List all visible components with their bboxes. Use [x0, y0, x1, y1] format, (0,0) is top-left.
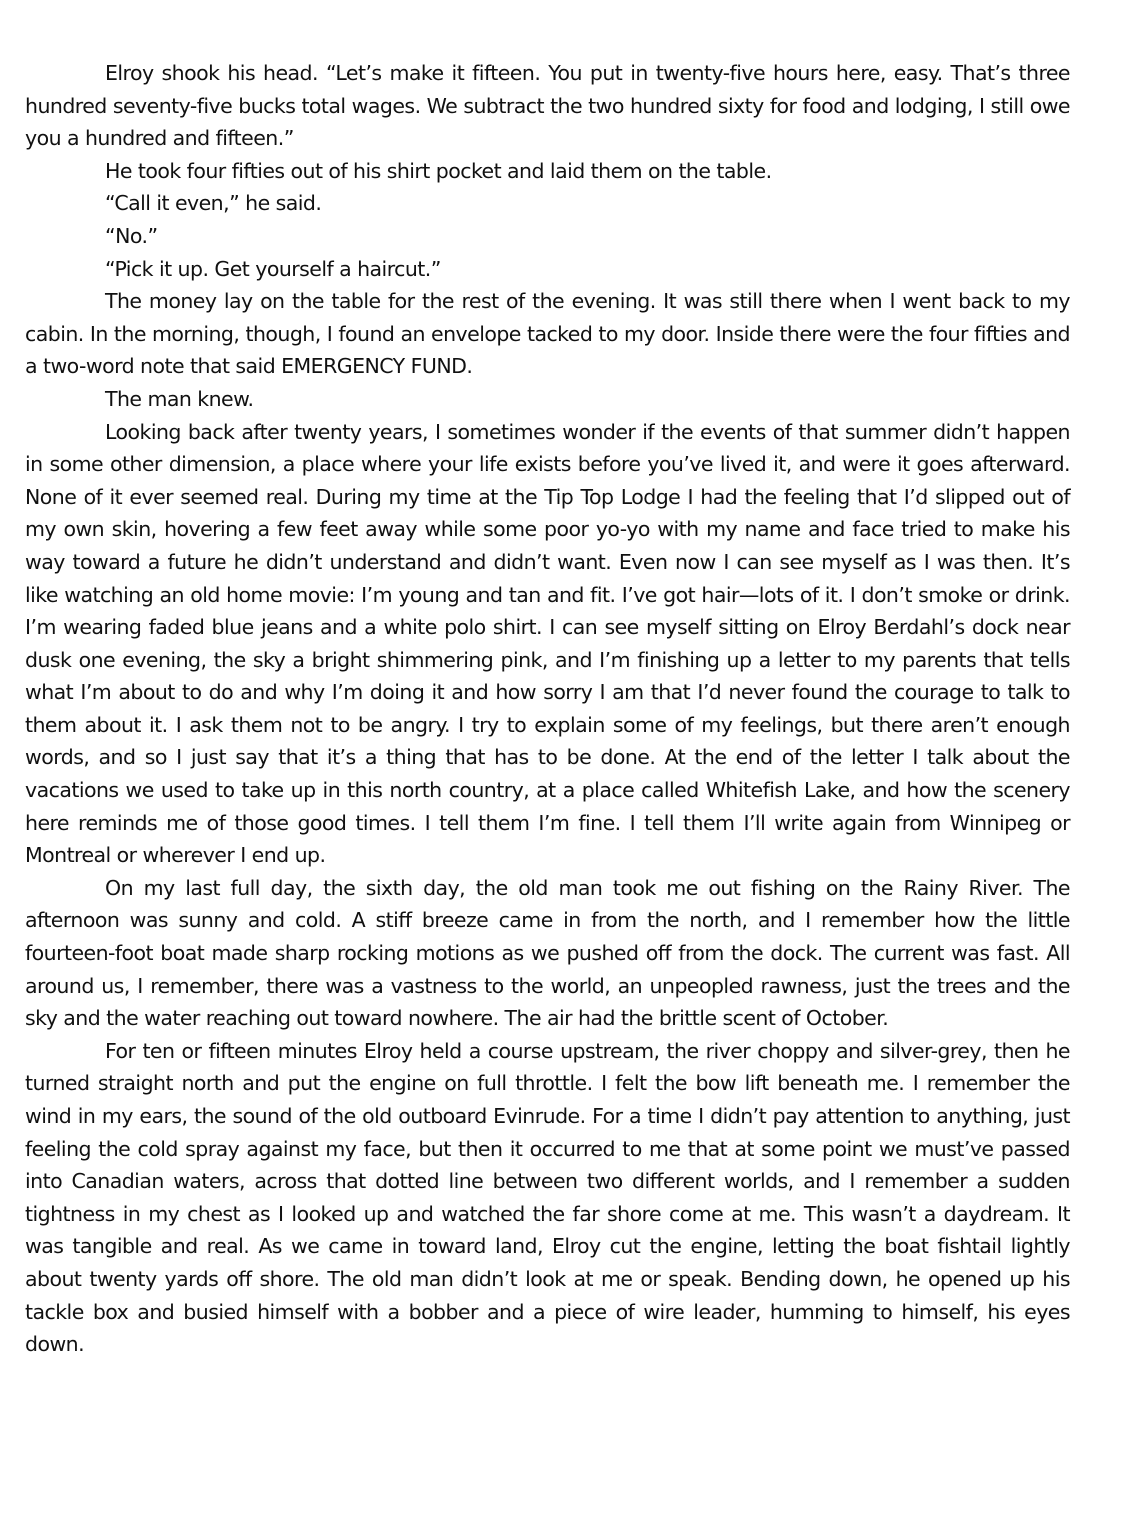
paragraph: He took four fifties out of his shirt pocket and laid them on the table.: [105, 158, 772, 183]
paragraph: The money lay on the table for the rest of the evening. It was still there when I went back to my cabin. In the morning, though, I found an envelope tacked to my door. Inside there were the four fifties and a two-word note that said EMERGENCY FUND.: [25, 289, 1070, 379]
paragraph: “No.”: [105, 223, 158, 248]
paragraph: The man knew.: [105, 386, 254, 411]
paragraph: Looking back after twenty years, I sometimes wonder if the events of that summer didn’t happen in some other dimension, a place where your life exists before you’ve lived it, and were it goes afterward. None of it ever seemed real. During my time at the Tip Top Lodge I had the feeling that I’d slipped out of my own skin, hovering a few feet away while some poor yo-yo with my name and face tried to make his way toward a future he didn’t understand and didn’t want. Even now I can see myself as I was then. It’s like watching an old home movie: I’m young and tan and fit. I’ve got hair—lots of it. I don’t smoke or drink. I’m wearing faded blue jeans and a white polo shirt. I can see myself sitting on Elroy Berdahl’s dock near dusk one evening, the sky a bright shimmering pink, and I’m finishing up a letter to my parents that tells what I’m about to do and why I’m doing it and how sorry I am that I’d never found the courage to talk to them about it. I ask them not to be angry. I try to explain some of my feelings, but there aren’t enough words, and so I just say that it’s a thing that has to be done. At the end of the letter I talk about the vacations we used to take up in this north country, at a place called Whitefish Lake, and how the scenery here reminds me of those good times. I tell them I’m fine. I tell them I’ll write again from Winnipeg or Montreal or wherever I end up.: [25, 419, 1070, 868]
paragraph: On my last full day, the sixth day, the old man took me out fishing on the Rainy River. The afternoon was sunny and cold. A stiff breeze came in from the north, and I remember how the little fourteen-foot boat made sharp rocking motions as we pushed off from the dock. The current was fast. All around us, I remember, there was a vastness to the world, an unpeopled rawness, just the trees and the sky and the water reaching out toward nowhere. The air had the brittle scent of October.: [25, 875, 1070, 1031]
paragraph: “Call it even,” he said.: [105, 191, 322, 216]
paragraph: For ten or fifteen minutes Elroy held a course upstream, the river choppy and silver-grey, then he turned straight north and put the engine on full throttle. I felt the bow lift beneath me. I remember the wind in my ears, the sound of the old outboard Evinrude. For a time I didn’t pay attention to anything, just feeling the cold spray against my face, but then it occurred to me that at some point we must’ve passed into Canadian waters, across that dotted line between two different worlds, and I remember a sudden tightness in my chest as I looked up and watched the far shore come at me. This wasn’t a daydream. It was tangible and real. As we came in toward land, Elroy cut the engine, letting the boat fishtail lightly about twenty yards off shore. The old man didn’t look at me or speak. Bending down, he opened up his tackle box and busied himself with a bobber and a piece of wire leader, humming to himself, his eyes down.: [25, 1038, 1070, 1357]
paragraph: Elroy shook his head. “Let’s make it fifteen. You put in twenty-five hours here, easy. That’s three hundred seventy-five bucks total wages. We subtract the two hundred sixty for food and lodging, I still owe you a hundred and fifteen.”: [25, 61, 1070, 151]
paragraph: “Pick it up. Get yourself a haircut.”: [105, 256, 441, 281]
